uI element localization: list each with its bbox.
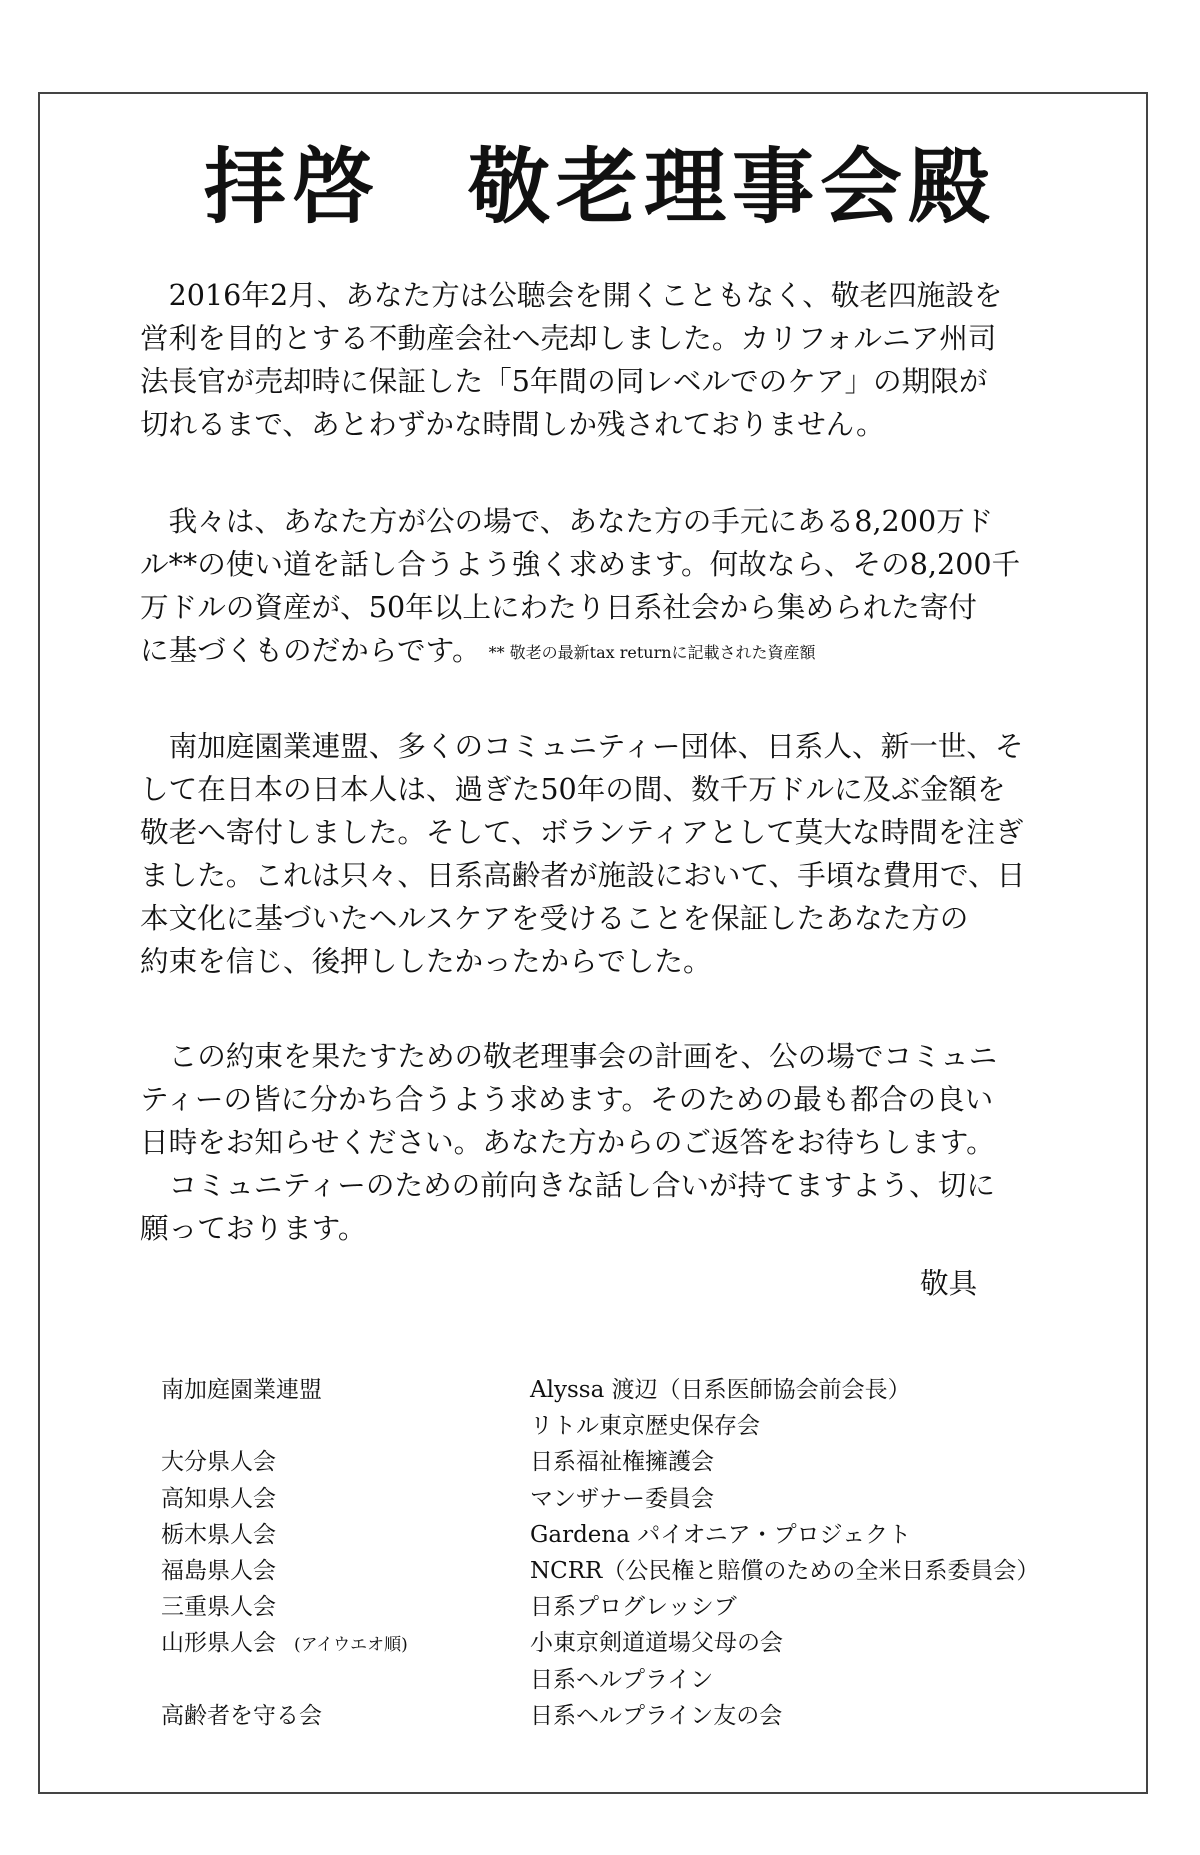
signatory: リトル東京歴史保存会 [530, 1413, 760, 1440]
paragraph-1 [140, 274, 1060, 446]
signatory: 小東京剣道道場父母の会 [530, 1630, 783, 1657]
signatories-right-column [530, 1372, 1039, 1734]
signatory: 日系福祉権擁護会 [530, 1449, 714, 1476]
order-note: (アイウエオ順) [294, 1635, 408, 1656]
paragraph-line: して在日本の日本人は、過ぎた50年の間、数千万ドルに及ぶ金額を [140, 772, 1006, 806]
paragraph-line: 願っております。 [140, 1211, 367, 1245]
signatory [161, 1408, 408, 1444]
signatory [161, 1662, 408, 1698]
signatory-with-note [161, 1625, 408, 1661]
signatory: 日系ヘルプライン [530, 1666, 714, 1693]
paragraph-line: 日時をお知らせください。あなた方からのご返答をお待ちします。 [140, 1125, 995, 1159]
paragraph-line: 敬老へ寄付しました。そして、ボランティアとして莫大な時間を注ぎ [140, 815, 1024, 849]
signatory: 南加庭園業連盟 [161, 1377, 322, 1403]
paragraph-2 [140, 500, 1060, 674]
paragraph-line-with-footnote [140, 629, 1060, 674]
signatory: 高齢者を守る会 [161, 1702, 322, 1729]
paragraph-line: 万ドルの資産が、50年以上にわたり日系社会から集められた寄付 [140, 590, 978, 624]
closing-salutation: 敬具 [920, 1266, 978, 1300]
paragraph-line: 本文化に基づいたヘルスケアを受けることを保証したあなた方の [140, 901, 969, 935]
paragraph-line: この約束を果たすための敬老理事会の計画を、公の場でコミュニ [140, 1039, 998, 1073]
signatory: 大分県人会 [161, 1449, 276, 1476]
paragraph-line: 約束を信じ、後押ししたかったからでした。 [140, 944, 712, 978]
signatory: 福島県人会 [161, 1557, 276, 1584]
signatory: Alyssa 渡辺（日系医師協会前会長） [530, 1377, 911, 1403]
paragraph-line: 営利を目的とする不動産会社へ売却しました。カリフォルニア州司 [140, 321, 997, 355]
signatory: 三重県人会 [161, 1594, 276, 1621]
paragraph-line: コミュニティーのための前向きな話し合いが持てますよう、切に [140, 1168, 995, 1202]
signatory: マンザナー委員会 [530, 1485, 714, 1512]
paragraph-line: 法長官が売却時に保証した「5年間の同レベルでのケア」の期限が [140, 364, 988, 398]
signatory: NCRR（公民権と賠償のための全米日系委員会） [530, 1557, 1040, 1584]
paragraph-line: ル**の使い道を話し合うよう強く求めます。何故なら、その8,200千 [140, 547, 1021, 581]
paragraph-line: 切れるまで、あとわずかな時間しか残されておりません。 [140, 407, 885, 441]
signatory: 山形県人会 [161, 1630, 276, 1657]
signatories-left-column [161, 1372, 408, 1734]
letter-title: 拝啓 敬老理事会殿 [203, 140, 996, 235]
paragraph-3 [140, 725, 1060, 983]
paragraph-line: 我々は、あなた方が公の場で、あなた方の手元にある8,200万ド [140, 504, 994, 538]
signatory: 日系ヘルプライン友の会 [530, 1702, 783, 1729]
signatory: 高知県人会 [161, 1485, 276, 1512]
paragraph-line: ティーの皆に分かち合うよう求めます。そのための最も都合の良い [140, 1082, 994, 1116]
paragraph-line: 2016年2月、あなた方は公聴会を開くこともなく、敬老四施設を [140, 278, 1003, 312]
signatory: 日系プログレッシブ [530, 1594, 737, 1621]
signatory: Gardena パイオニア・プロジェクト [530, 1521, 912, 1548]
paragraph-line: ました。これは只々、日系高齢者が施設において、手頃な費用で、日 [140, 858, 1026, 892]
signatory: 栃木県人会 [161, 1521, 276, 1548]
footnote: ** 敬老の最新tax returnに記載された資産額 [488, 643, 816, 662]
paragraph-4 [140, 1035, 1060, 1250]
paragraph-line: 南加庭園業連盟、多くのコミュニティー団体、日系人、新一世、そ [140, 729, 1024, 763]
paragraph-text: に基づくものだからです。 [140, 633, 481, 667]
